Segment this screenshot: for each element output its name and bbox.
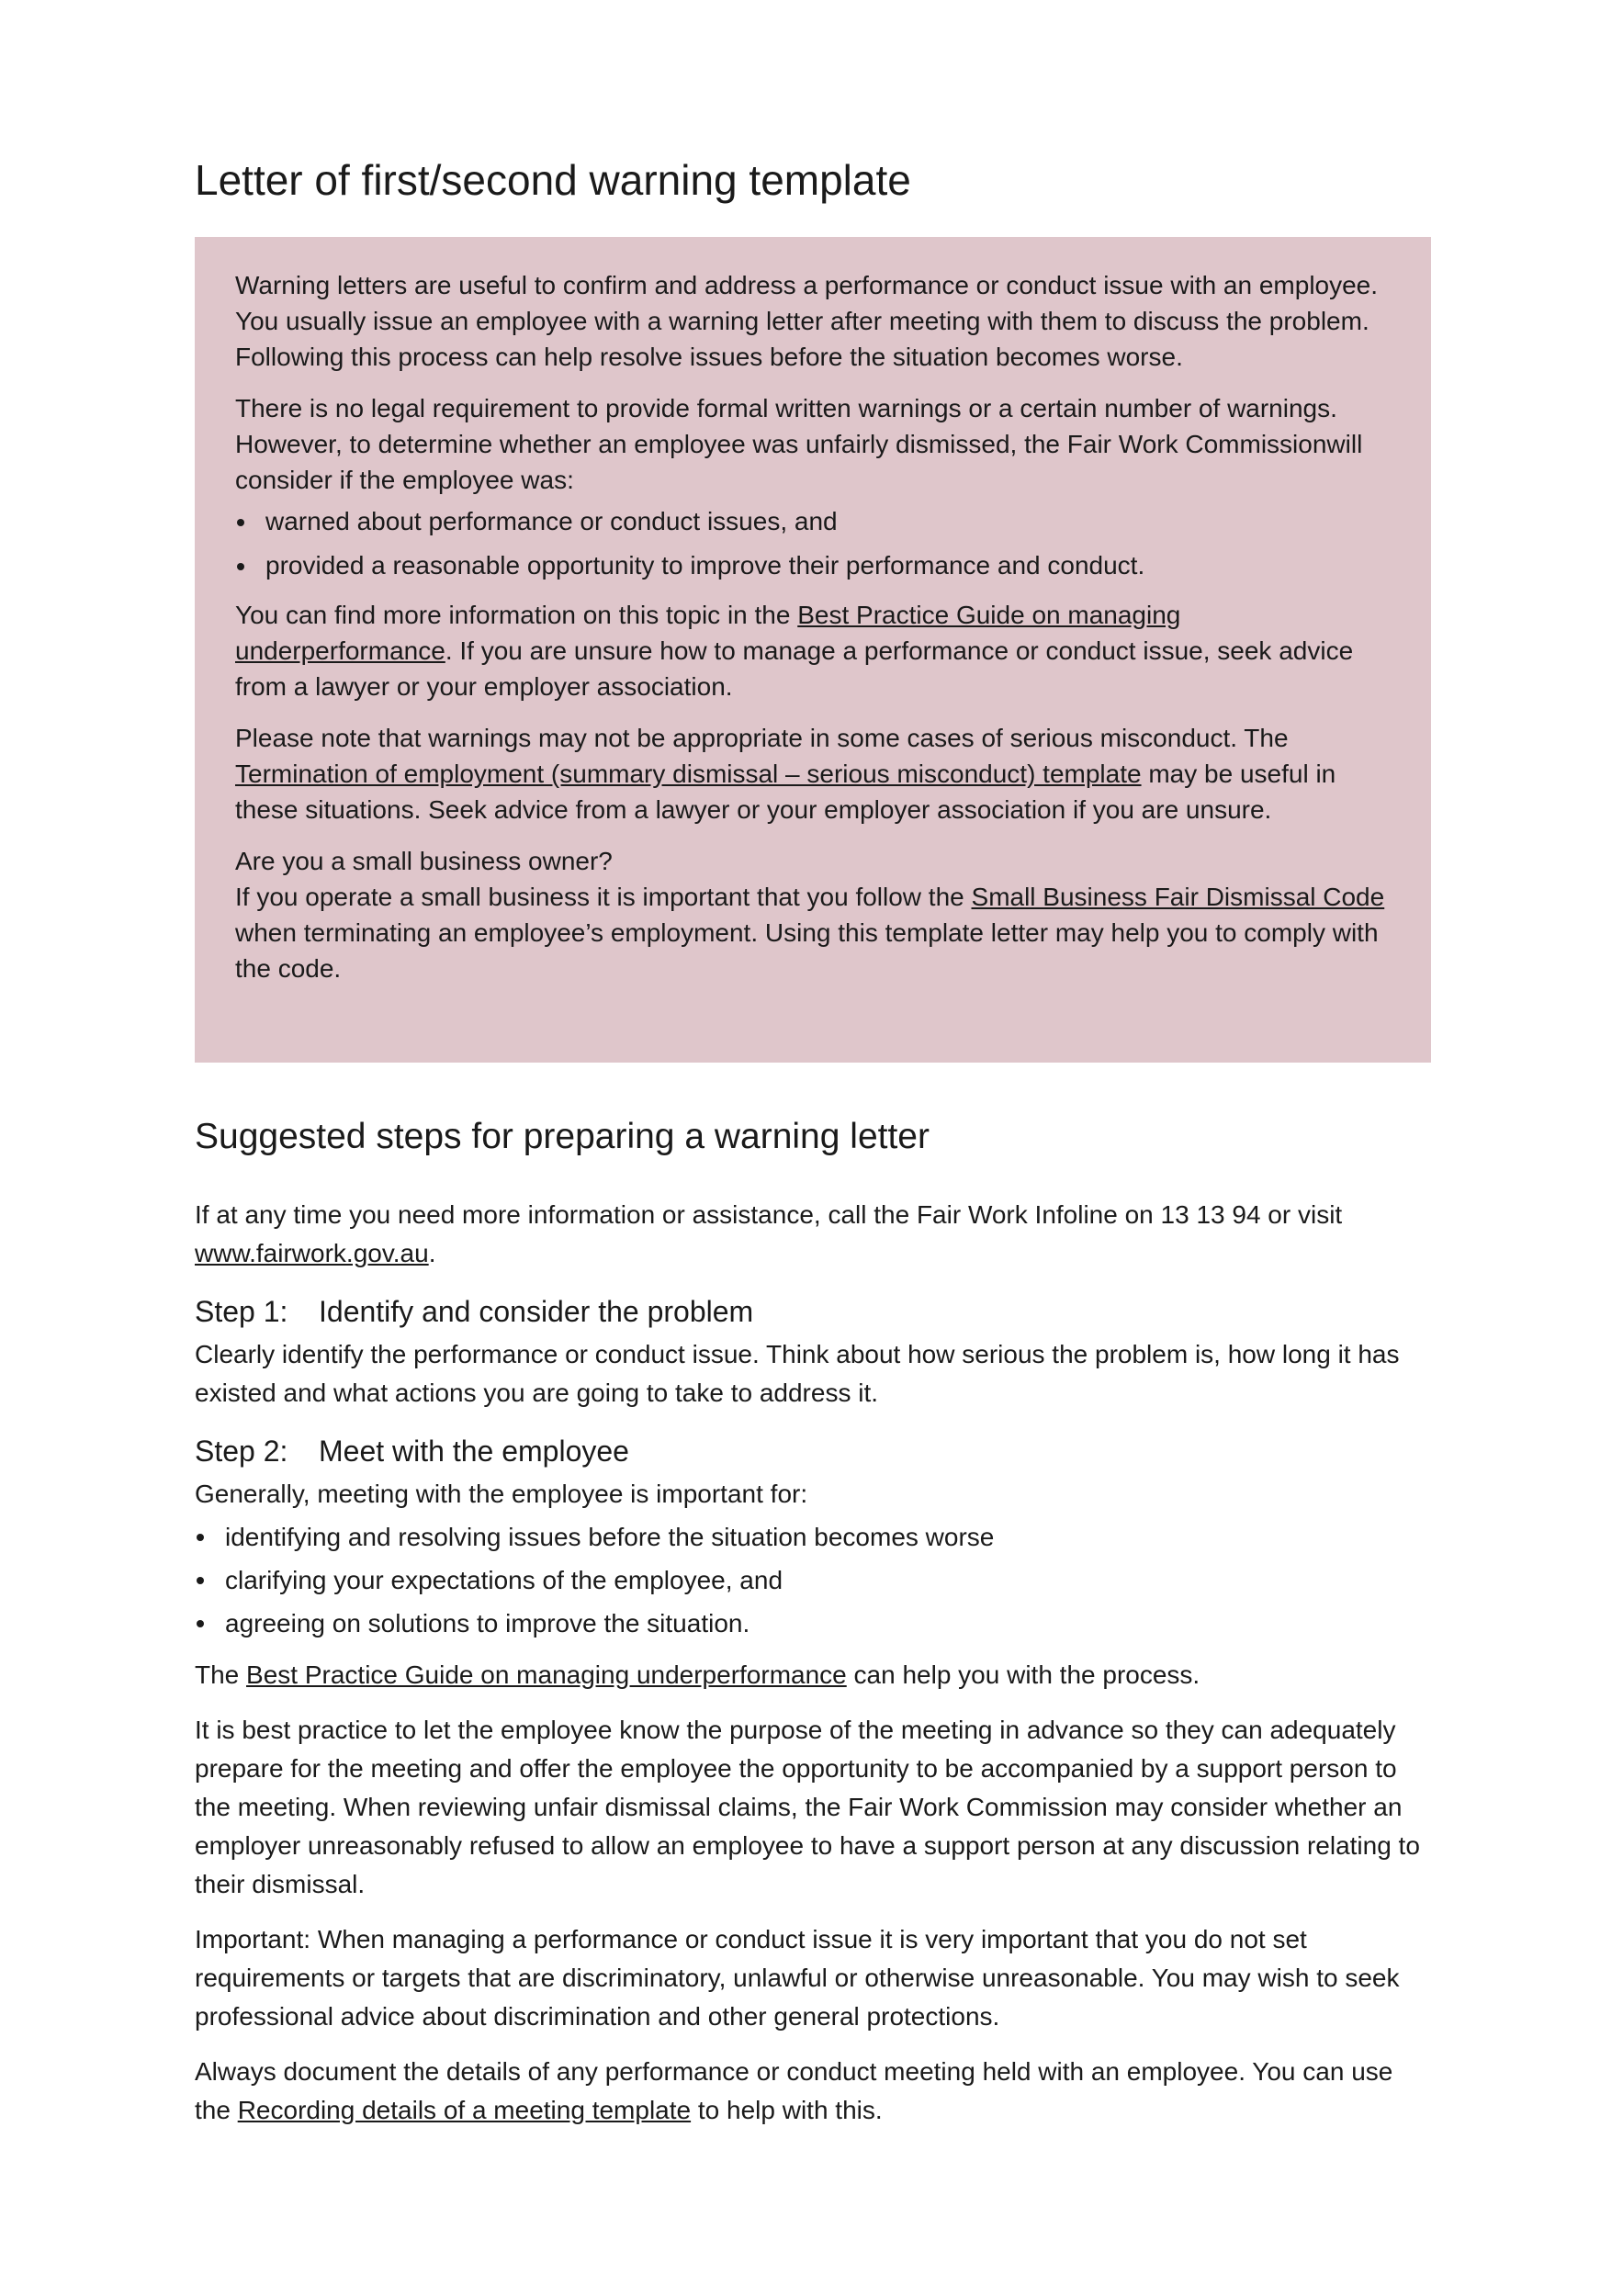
- doc-text: Always document the details of any performance or conduct meeting held with an employee. You can use the: [195, 2057, 1393, 2124]
- step-number: Step 1:: [195, 1295, 288, 1328]
- notice-paragraph-5: [235, 879, 1391, 986]
- guidance-notice-box: [195, 237, 1431, 1063]
- step-2-heading: [195, 1429, 1431, 1473]
- step-1-text: Clearly identify the performance or conduct issue. Think about how serious the problem is, how long it has existed and what actions you are going to take to address it.: [195, 1340, 1400, 1407]
- doc-text: to help with this.: [691, 2096, 883, 2124]
- best-practice-guide-link[interactable]: Best Practice Guide on managing underperformance: [235, 601, 1181, 665]
- best-practice-paragraph: It is best practice to let the employee know the purpose of the meeting in advance so they can adequately prepare for the meeting and offer the employee the opportunity to be accompanied by a support person to the meeting. When reviewing unfair dismissal claims, the Fair Work Commission may consider whether an employer unreasonably refused to allow an employee to have a support person at any discussion relating to their dismissal.: [195, 1716, 1420, 1898]
- documentation-paragraph: [195, 2053, 1431, 2130]
- step-2-bullet-item: identifying and resolving issues before the situation becomes worse: [195, 1518, 1431, 1557]
- notice-text: may be useful in these situations. Seek advice from a lawyer or your employer association if you are unsure.: [235, 760, 1336, 824]
- termination-template-link[interactable]: Termination of employment (summary dismissal – serious misconduct) template: [235, 760, 1142, 788]
- section-body: [195, 1196, 1431, 2146]
- intro-paragraph: [195, 1196, 1431, 1273]
- notice-paragraph-3: [235, 597, 1391, 704]
- small-business-code-link[interactable]: Small Business Fair Dismissal Code: [971, 883, 1385, 911]
- step-2-lead: Generally, meeting with the employee is important for:: [195, 1480, 808, 1508]
- step-title: Identify and consider the problem: [319, 1295, 754, 1328]
- small-business-question: Are you a small business owner?: [235, 847, 613, 875]
- guide-text: The: [195, 1660, 247, 1689]
- intro-text: If at any time you need more information or assistance, call the Fair Work Infoline on 13 13 94 or visit: [195, 1200, 1343, 1229]
- notice-bullet-item: warned about performance or conduct issues, and: [235, 503, 1391, 539]
- notice-bullet-item: provided a reasonable opportunity to improve their performance and conduct.: [235, 547, 1391, 583]
- notice-text: Please note that warnings may not be appropriate in some cases of serious misconduct. The: [235, 724, 1289, 752]
- guide-text: can help you with the process.: [846, 1660, 1200, 1689]
- notice-paragraph-4: [235, 720, 1391, 827]
- important-paragraph: Important: When managing a performance or conduct issue it is very important that you do not set requirements or targets that are discriminatory, unlawful or otherwise unreasonable. You may wish to seek professional advice about discrimination and other general protections.: [195, 1925, 1400, 2031]
- fairwork-website-link[interactable]: www.fairwork.gov.au: [195, 1239, 429, 1267]
- page-title: Letter of first/second warning template: [195, 156, 911, 204]
- notice-text: If you operate a small business it is important that you follow the: [235, 883, 972, 911]
- section-heading: Suggested steps for preparing a warning letter: [195, 1117, 930, 1156]
- step-2-bullet-item: clarifying your expectations of the employee, and: [195, 1561, 1431, 1600]
- notice-text: You can find more information on this topic in the: [235, 601, 798, 629]
- step-1-heading: [195, 1289, 1431, 1334]
- notice-bullet-list: [235, 503, 1391, 583]
- notice-text: when terminating an employee’s employment. Using this template letter may help you to comply with the code.: [235, 918, 1379, 983]
- meeting-template-link[interactable]: Recording details of a meeting template: [237, 2096, 692, 2124]
- notice-text: . If you are unsure how to manage a performance or conduct issue, seek advice from a lawyer or your employer association.: [235, 636, 1354, 701]
- notice-paragraph-1: Warning letters are useful to confirm and address a performance or conduct issue with an employee. You usually issue an employee with a warning letter after meeting with them to discuss the problem. Following this process can help resolve issues before the situation becomes worse.: [235, 271, 1379, 371]
- step-2-bullet-list: [195, 1518, 1431, 1643]
- guide-paragraph: [195, 1656, 1431, 1694]
- step-title: Meet with the employee: [319, 1435, 629, 1468]
- best-practice-guide-link[interactable]: Best Practice Guide on managing underperformance: [246, 1660, 847, 1689]
- notice-paragraph-2: There is no legal requirement to provide formal written warnings or a certain number of warnings. However, to determine whether an employee was unfairly dismissed, the Fair Work Commissionwill consider if the employee was:: [235, 394, 1363, 494]
- intro-text: .: [428, 1239, 436, 1267]
- step-number: Step 2:: [195, 1435, 288, 1468]
- step-2-bullet-item: agreeing on solutions to improve the situation.: [195, 1604, 1431, 1643]
